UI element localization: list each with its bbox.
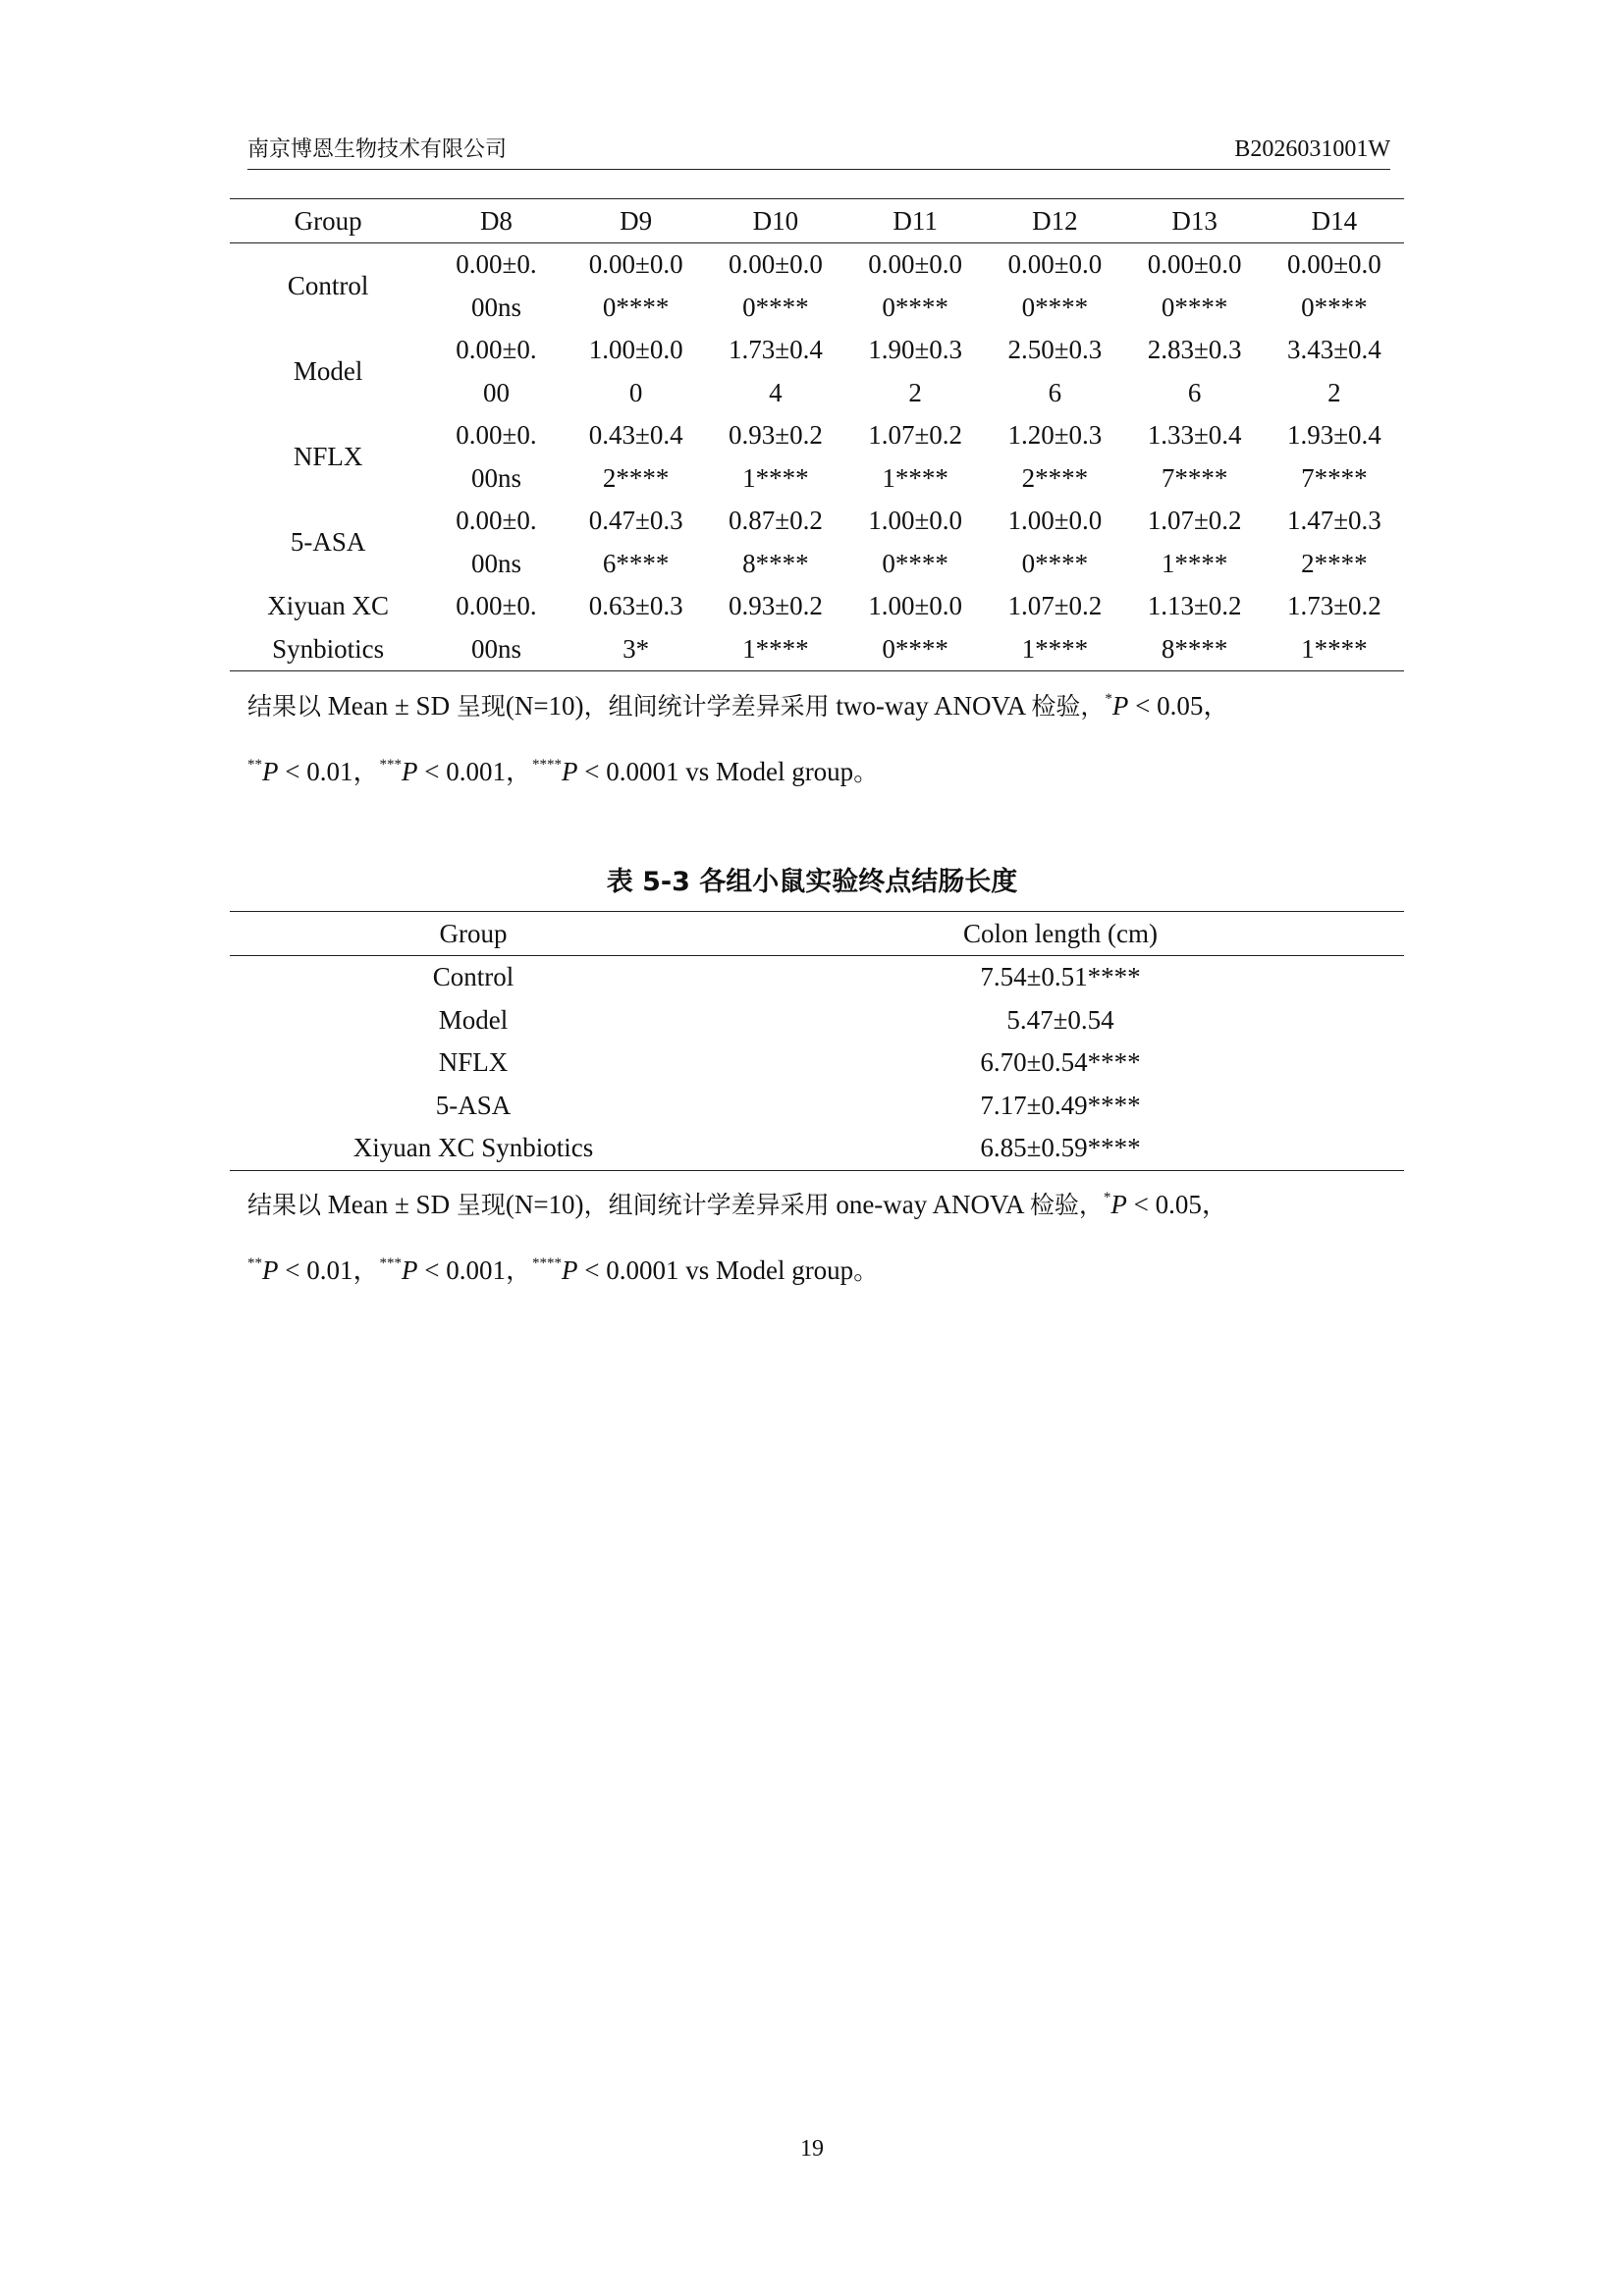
- value-cell: 2****: [1301, 548, 1368, 578]
- value-cell: 0.00±0.: [456, 249, 537, 279]
- document-number: B2026031001W: [1234, 136, 1390, 162]
- value-cell: 0.00±0.0: [1147, 249, 1242, 279]
- value-cell: 3.43±0.4: [1286, 335, 1381, 364]
- value-cell: 4: [769, 377, 783, 407]
- table-row: [230, 999, 1404, 1042]
- note-line: 结果以 Mean ± SD 呈现(N=10)，组间统计学差异采用 one-way ANOVA 检验，*P < 0.05，: [247, 1190, 1228, 1219]
- disease-score-table: [230, 198, 1404, 671]
- value-cell: 0.93±0.2: [729, 420, 823, 450]
- value-cell: 0****: [1161, 292, 1228, 322]
- table-row: [230, 585, 1404, 628]
- group-cell: NFLX: [293, 441, 363, 471]
- value-cell: 6.70±0.54****: [980, 1047, 1141, 1077]
- group-cell: 5-ASA: [435, 1090, 512, 1120]
- value-cell: 0****: [1021, 292, 1089, 322]
- value-cell: 7.54±0.51****: [980, 962, 1141, 991]
- value-cell: 2.83±0.3: [1147, 335, 1242, 364]
- table-caption: 表 5-3 各组小鼠实验终点结肠长度: [606, 867, 1018, 897]
- table-row: [230, 628, 1404, 671]
- note-line: **P < 0.01，***P < 0.001，****P < 0.0001 vs Model group。: [247, 1255, 879, 1285]
- table-row: [230, 1127, 1404, 1170]
- value-cell: 6.85±0.59****: [717, 1127, 1404, 1170]
- value-cell: 0****: [845, 628, 985, 671]
- value-cell: 1****: [882, 462, 948, 493]
- column-header: D8: [426, 199, 566, 243]
- value-cell: 2: [1327, 377, 1341, 407]
- group-cell: Synbiotics: [230, 628, 426, 671]
- value-cell: 2.50±0.3: [1007, 335, 1103, 364]
- column-header: D11: [845, 199, 985, 243]
- value-cell: 0****: [1301, 292, 1368, 322]
- value-cell: 7****: [1301, 462, 1368, 493]
- column-header: D13: [1125, 199, 1265, 243]
- column-header: Colon length (cm): [717, 912, 1404, 956]
- value-cell: 1.47±0.3: [1286, 506, 1381, 535]
- group-cell: Control: [287, 270, 369, 300]
- value-cell: 1.73±0.2: [1286, 591, 1381, 620]
- column-header: D12: [985, 199, 1124, 243]
- company-name: 南京博恩生物技术有限公司: [247, 137, 508, 162]
- table-row: [230, 956, 1404, 999]
- value-cell: 00: [482, 377, 510, 407]
- value-cell: 1.00±0.0: [1007, 506, 1103, 535]
- value-cell: 0.00±0.0: [1286, 249, 1381, 279]
- table-row: [230, 414, 1404, 457]
- value-cell: 1.07±0.2: [1147, 506, 1242, 535]
- table-row: [230, 243, 1404, 287]
- column-header: D10: [706, 199, 845, 243]
- table-body: [230, 956, 1404, 1171]
- value-cell: 0****: [602, 292, 670, 322]
- group-cell: Xiyuan XC: [267, 591, 390, 620]
- value-cell: 0.93±0.2: [729, 591, 823, 620]
- value-cell: 6: [1048, 377, 1062, 407]
- value-cell: 0.00±0.: [456, 591, 537, 620]
- value-cell: 0****: [882, 292, 948, 322]
- table-row: [230, 1041, 1404, 1085]
- group-cell: Xiyuan XC Synbiotics: [230, 1127, 717, 1170]
- value-cell: 0.00±0.: [456, 335, 537, 364]
- value-cell: 1.00±0.0: [588, 335, 683, 364]
- value-cell: 7.17±0.49****: [980, 1090, 1141, 1120]
- value-cell: 8****: [1125, 628, 1265, 671]
- value-cell: 0.00±0.0: [588, 249, 683, 279]
- value-cell: 1.20±0.3: [1007, 420, 1103, 450]
- value-cell: 0.00±0.0: [729, 249, 823, 279]
- value-cell: 00ns: [426, 628, 566, 671]
- value-cell: 1.00±0.0: [868, 506, 963, 535]
- value-cell: 1.93±0.4: [1286, 420, 1381, 450]
- value-cell: 1.07±0.2: [868, 420, 963, 450]
- value-cell: 1****: [985, 628, 1124, 671]
- group-cell: Model: [293, 355, 363, 386]
- value-cell: 5.47±0.54: [1006, 1004, 1114, 1035]
- column-header: D9: [567, 199, 706, 243]
- value-cell: 1.73±0.4: [729, 335, 823, 364]
- value-cell: 0****: [882, 548, 948, 578]
- value-cell: 0.63±0.3: [588, 591, 683, 620]
- value-cell: 3*: [567, 628, 706, 671]
- page-header: [247, 132, 1390, 170]
- value-cell: 0****: [742, 292, 809, 322]
- value-cell: 0.00±0.0: [1007, 249, 1103, 279]
- value-cell: 1.07±0.2: [1007, 591, 1103, 620]
- value-cell: 00ns: [470, 462, 521, 493]
- value-cell: 8****: [742, 548, 809, 578]
- table-body: [230, 243, 1404, 671]
- table-note: [247, 1172, 1406, 1304]
- column-header: Group: [230, 912, 717, 956]
- value-cell: 1****: [1265, 628, 1404, 671]
- value-cell: 0: [628, 377, 643, 407]
- value-cell: 1****: [706, 628, 845, 671]
- value-cell: 2****: [602, 462, 670, 493]
- value-cell: 1.13±0.2: [1147, 591, 1242, 620]
- table-header-row: [230, 912, 1404, 956]
- colon-length-table: [230, 911, 1404, 1171]
- value-cell: 1.90±0.3: [868, 335, 963, 364]
- value-cell: 0.87±0.2: [729, 506, 823, 535]
- column-header: D14: [1265, 199, 1404, 243]
- table-row: [230, 500, 1404, 543]
- group-cell: NFLX: [438, 1047, 509, 1077]
- note-line: **P < 0.01，***P < 0.001，****P < 0.0001 vs Model group。: [247, 757, 879, 786]
- value-cell: 1****: [1161, 548, 1228, 578]
- value-cell: 0.00±0.: [456, 506, 537, 535]
- value-cell: 1.33±0.4: [1147, 420, 1242, 450]
- group-cell: 5-ASA: [290, 526, 366, 557]
- value-cell: 0.00±0.0: [868, 249, 963, 279]
- table-note: [247, 673, 1406, 805]
- table-row: [230, 1085, 1404, 1128]
- value-cell: 1.00±0.0: [868, 591, 963, 620]
- value-cell: 2****: [1021, 462, 1089, 493]
- value-cell: 00ns: [470, 548, 521, 578]
- value-cell: 0.43±0.4: [588, 420, 683, 450]
- value-cell: 6: [1187, 377, 1202, 407]
- note-line: 结果以 Mean ± SD 呈现(N=10)，组间统计学差异采用 two-way ANOVA 检验，*P < 0.05，: [247, 691, 1230, 721]
- value-cell: 00ns: [470, 292, 521, 322]
- group-cell: Model: [438, 1004, 509, 1035]
- value-cell: 0.47±0.3: [588, 506, 683, 535]
- value-cell: 0****: [1021, 548, 1089, 578]
- page-number: 19: [800, 2136, 824, 2162]
- column-header: Group: [230, 199, 426, 243]
- value-cell: 7****: [1161, 462, 1228, 493]
- value-cell: 0.00±0.: [456, 420, 537, 450]
- table-header-row: [230, 199, 1404, 243]
- value-cell: 2: [908, 377, 922, 407]
- value-cell: 1****: [742, 462, 809, 493]
- table-row: [230, 329, 1404, 372]
- value-cell: 6****: [602, 548, 670, 578]
- group-cell: Control: [432, 962, 514, 991]
